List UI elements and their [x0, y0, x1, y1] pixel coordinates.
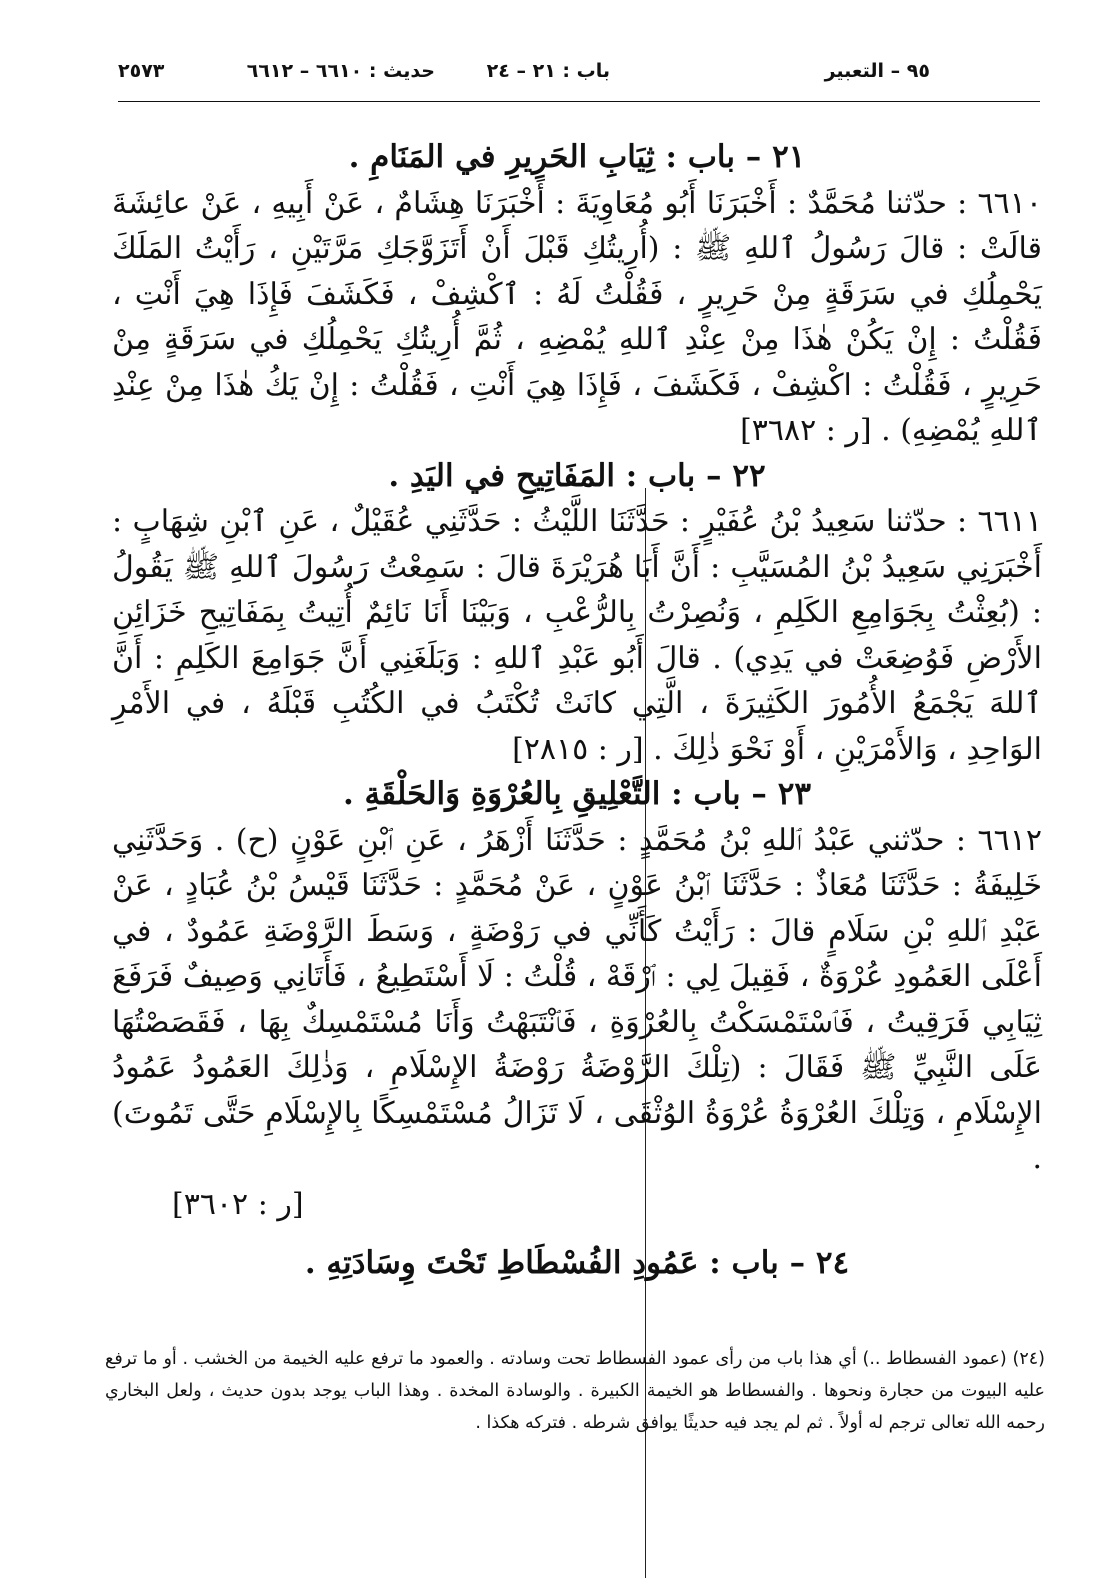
hadith-text: ٦٦١٠ : حدّثنا مُحَمَّدٌ : أَخْبَرَنَا أَبُو مُعَاوِيَةَ : أَخْبَرَنَا هِشَامٌ ، عَنْ أَبِيهِ ، عَنْ عائِشَةَ قالَتْ : قالَ رَسُولُ ٱللهِ ﷺ : (أُرِيتُكِ قَبْلَ أَنْ أَتَزَوَّجَكِ مَرَّتَيْنِ ، رَأَيْتُ المَلَكَ يَحْمِلُكِ في سَرَقَةٍ مِنْ حَرِيرٍ ، فَقُلْتُ لَهُ : ٱكْشِفْ ، فَكَشَفَ فَإِذَا هِيَ أَنْتِ ، فَقُلْتُ : إِنْ يَكُنْ هٰذَا مِنْ عِنْدِ ٱللهِ يُمْضِهِ ، ثُمَّ أُرِيتُكِ يَحْمِلُكِ في سَرَقَةٍ مِنْ حَرِيرٍ ، فَقُلْتُ : اكْشِفْ ، فَكَشَفَ ، فَإِذَا هِيَ أَنْتِ ، فَقُلْتُ : إِنْ يَكُ هٰذَا مِنْ عِنْدِ ٱللهِ يُمْضِهِ) .: [112, 185, 1042, 448]
cross-reference-line: [112, 1182, 1042, 1228]
hadith-text: ٦٦١٢ : حدّثني عَبْدُ ٱللهِ بْنُ مُحَمَّدٍ : حَدَّثَنَا أَزْهَرُ ، عَنِ ٱبْنِ عَوْنٍ (ح) . وَحَدَّثَنِي خَلِيفَةُ : حَدَّثَنَا مُعَاذٌ : حَدَّثَنَا ٱبْنُ عَوْنٍ ، عَنْ مُحَمَّدٍ : حَدَّثَنَا قَيْسُ بْنُ عُبَادٍ ، عَنْ عَبْدِ ٱللهِ بْنِ سَلَامٍ قالَ : رَأَيْتُ كَأَنِّي في رَوْضَةٍ ، وَسَطَ الرَّوْضَةِ عَمُودٌ ، في أَعْلَى العَمُودِ عُرْوَةٌ ، فَقِيلَ لِي : ٱرْقَهْ ، قُلْتُ : لَا أَسْتَطِيعُ ، فَأَتَانِي وَصِيفٌ فَرَفَعَ ثِيَابِي فَرَقِيتُ ، فَٱسْتَمْسَكْتُ بِالعُرْوَةِ ، فَٱنْتَبَهْتُ وَأَنَا مُسْتَمْسِكٌ بِهَا ، فَقَصَصْتُهَا عَلَى النَّبِيِّ ﷺ فَقَالَ : (تِلْكَ الرَّوْضَةُ رَوْضَةُ الإِسْلَامِ ، وَذٰلِكَ العَمُودُ عَمُودُ الإِسْلَامِ ، وَتِلْكَ العُرْوَةُ عُرْوَةُ الوُثْقَى ، لَا تَزَالُ مُسْتَمْسِكًا بِالإِسْلَامِ حَتَّى تَمُوتَ) .: [112, 822, 1043, 1176]
hadith-6612: [112, 818, 1042, 1182]
main-text: [112, 135, 1042, 1287]
header-bab-range: باب : ٢١ – ٢٤: [486, 60, 610, 82]
footnote-24: (٢٤) (عمود الفسطاط ..) أي هذا باب من رأى عمود الفسطاط تحت وسادته . والعمود ما ترفع عليه الخيمة من الخشب . أو ما ترفع عليه البيوت من حجارة ونحوها . والفسطاط هو الخيمة الكبيرة . والوسادة المخدة . وهذا الباب يوجد بدون حديث ، ولعل البخاري رحمه الله تعالى ترجم له أولاً . ثم لم يجد فيه حديثًا يوافق شرطه . فتركه هكذا .: [105, 1349, 1045, 1433]
header-hadith-range: حديث : ٦٦١٠ – ٦٦١٢: [246, 60, 435, 82]
chapter-heading-21: ٢١ – باب : ثِيَابِ الحَرِيرِ في المَنَامِ .: [348, 139, 806, 175]
hadith-6610: [112, 181, 1042, 454]
chapter-heading-23: ٢٣ – باب : التَّعْلِيقِ بِالعُرْوَةِ وَالحَلْقَةِ .: [342, 776, 812, 812]
running-header: [118, 52, 1040, 98]
cross-reference: [ر : ٢٨١٥]: [512, 731, 644, 767]
page-number: ٢٥٧٣: [118, 60, 165, 82]
cross-reference: [ر : ٣٦٠٢]: [172, 1186, 304, 1222]
header-divider: [118, 101, 1040, 102]
chapter-heading-24: ٢٤ – باب : عَمُودِ الفُسْطَاطِ تَحْتَ وِسَادَتِهِ .: [304, 1245, 850, 1281]
hadith-text: ٦٦١١ : حدّثنا سَعِيدُ بْنُ عُفَيْرٍ : حَدَّثَنَا اللَّيْثُ : حَدَّثَنِي عُقَيْلٌ ، عَنِ ٱبْنِ شِهَابٍ : أَخْبَرَنِي سَعِيدُ بْنُ المُسَيَّبِ : أَنَّ أَبَا هُرَيْرَةَ قالَ : سَمِعْتُ رَسُولَ ٱللهِ ﷺ يَقُولُ : (بُعِثْتُ بِجَوَامِعِ الكَلِمِ ، وَنُصِرْتُ بِالرُّعْبِ ، وَبَيْنَا أَنَا نَائِمٌ أُتِيتُ بِمَفَاتِيحِ خَزَائِنِ الأَرْضِ فَوُضِعَتْ في يَدِي) . قالَ أَبُو عَبْدِ ٱللهِ : وَبَلَغَنِي أَنَّ جَوَامِعَ الكَلِمِ : أَنَّ ٱللهَ يَجْمَعُ الأُمُورَ الكَثِيرَةَ ، الَّتِي كانَتْ تُكْتَبُ في الكُتُبِ قَبْلَهُ ، في الأَمْرِ الوَاحِدِ ، وَالأَمْرَيْنِ ، أَوْ نَحْوَ ذٰلِكَ .: [112, 504, 1042, 767]
hadith-6611: [112, 499, 1042, 772]
cross-reference: [ر : ٣٦٨٢]: [740, 413, 872, 448]
footnotes: [105, 1343, 1045, 1439]
chapter-heading-22: ٢٢ – باب : المَفَاتِيحِ في اليَدِ .: [388, 457, 766, 494]
spacer: [112, 1227, 1042, 1241]
header-chapter-title: ٩٥ – التعبير: [824, 60, 930, 82]
